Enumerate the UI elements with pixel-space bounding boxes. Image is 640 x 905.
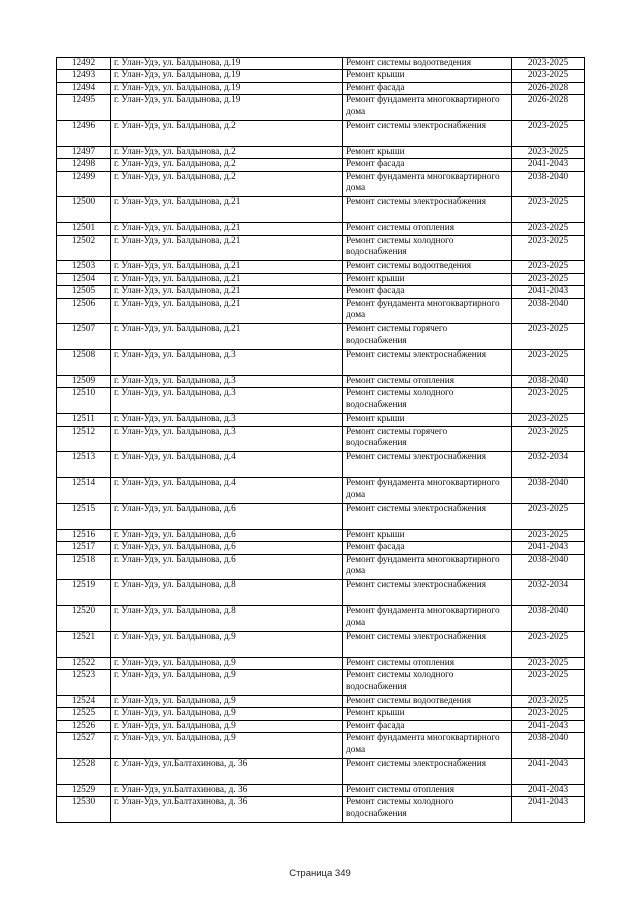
table-row <box>57 388 585 414</box>
period-cell: 2023-2025 <box>512 708 585 720</box>
address-cell: г. Улан-Удэ, ул. Балдынова, д.6 <box>111 542 343 554</box>
table-row <box>57 632 585 658</box>
period-cell: 2041-2043 <box>512 797 585 823</box>
period-cell: 2041-2043 <box>512 784 585 796</box>
table-row <box>57 797 585 823</box>
address-cell: г. Улан-Удэ, ул. Балдынова, д.19 <box>111 70 343 82</box>
address-cell: г. Улан-Удэ, ул. Балдынова, д.6 <box>111 504 343 530</box>
work-type-cell: Ремонт крыши <box>343 708 512 720</box>
address-cell: г. Улан-Удэ, ул. Балдынова, д.9 <box>111 708 343 720</box>
address-cell: г. Улан-Удэ, ул. Балдынова, д.9 <box>111 720 343 732</box>
table-row <box>57 426 585 452</box>
row-number-cell: 12522 <box>57 657 111 669</box>
work-type-cell: Ремонт системы водоотведения <box>343 696 512 708</box>
page-number: Страница 349 <box>289 868 351 879</box>
period-cell: 2023-2025 <box>512 504 585 530</box>
work-type-cell: Ремонт крыши <box>343 146 512 158</box>
address-cell: г. Улан-Удэ, ул. Балдынова, д.9 <box>111 670 343 696</box>
table-row <box>57 82 585 94</box>
address-cell: г. Улан-Удэ, ул. Балдынова, д.9 <box>111 657 343 669</box>
work-type-cell: Ремонт фасада <box>343 542 512 554</box>
row-number-cell: 12497 <box>57 146 111 158</box>
period-cell: 2023-2025 <box>512 696 585 708</box>
table-row <box>57 159 585 171</box>
period-cell: 2023-2025 <box>512 58 585 70</box>
table-row <box>57 95 585 121</box>
table-row <box>57 261 585 273</box>
period-cell: 2038-2040 <box>512 554 585 580</box>
row-number-cell: 12492 <box>57 58 111 70</box>
period-cell: 2023-2025 <box>512 670 585 696</box>
work-type-cell: Ремонт системы электроснабжения <box>343 197 512 223</box>
address-cell: г. Улан-Удэ, ул. Балдынова, д.21 <box>111 235 343 261</box>
period-cell: 2041-2043 <box>512 759 585 785</box>
address-cell: г. Улан-Удэ, ул. Балдынова, д.19 <box>111 95 343 121</box>
work-type-cell: Ремонт фасада <box>343 159 512 171</box>
table-row <box>57 720 585 732</box>
repair-schedule-table <box>56 57 585 823</box>
table-row <box>57 286 585 298</box>
period-cell: 2038-2040 <box>512 478 585 504</box>
address-cell: г. Улан-Удэ, ул. Балдынова, д.19 <box>111 58 343 70</box>
address-cell: г. Улан-Удэ, ул. Балдынова, д.9 <box>111 733 343 759</box>
table-row <box>57 696 585 708</box>
work-type-cell: Ремонт системы отопления <box>343 223 512 235</box>
address-cell: г. Улан-Удэ, ул.Балтахинова, д. 36 <box>111 759 343 785</box>
row-number-cell: 12521 <box>57 632 111 658</box>
address-cell: г. Улан-Удэ, ул. Балдынова, д.9 <box>111 696 343 708</box>
row-number-cell: 12514 <box>57 478 111 504</box>
table-row <box>57 606 585 632</box>
work-type-cell: Ремонт фундамента многоквартирного дома <box>343 554 512 580</box>
table-row <box>57 670 585 696</box>
work-type-cell: Ремонт фундамента многоквартирного дома <box>343 733 512 759</box>
row-number-cell: 12499 <box>57 171 111 197</box>
address-cell: г. Улан-Удэ, ул. Балдынова, д.9 <box>111 632 343 658</box>
work-type-cell: Ремонт фундамента многоквартирного дома <box>343 478 512 504</box>
address-cell: г. Улан-Удэ, ул.Балтахинова, д. 36 <box>111 784 343 796</box>
period-cell: 2038-2040 <box>512 606 585 632</box>
row-number-cell: 12511 <box>57 414 111 426</box>
table-row <box>57 223 585 235</box>
work-type-cell: Ремонт системы отопления <box>343 376 512 388</box>
period-cell: 2038-2040 <box>512 376 585 388</box>
period-cell: 2023-2025 <box>512 223 585 235</box>
work-type-cell: Ремонт системы холодного водоснабжения <box>343 388 512 414</box>
period-cell: 2023-2025 <box>512 388 585 414</box>
table-row <box>57 376 585 388</box>
row-number-cell: 12512 <box>57 426 111 452</box>
address-cell: г. Улан-Удэ, ул. Балдынова, д.21 <box>111 324 343 350</box>
address-cell: г. Улан-Удэ, ул. Балдынова, д.3 <box>111 376 343 388</box>
row-number-cell: 12504 <box>57 273 111 285</box>
address-cell: г. Улан-Удэ, ул. Балдынова, д.6 <box>111 554 343 580</box>
period-cell: 2032-2034 <box>512 580 585 606</box>
period-cell: 2023-2025 <box>512 146 585 158</box>
table-row <box>57 708 585 720</box>
table-row <box>57 121 585 147</box>
work-type-cell: Ремонт системы водоотведения <box>343 58 512 70</box>
table-row <box>57 58 585 70</box>
row-number-cell: 12501 <box>57 223 111 235</box>
work-type-cell: Ремонт фасада <box>343 720 512 732</box>
work-type-cell: Ремонт фундамента многоквартирного дома <box>343 95 512 121</box>
period-cell: 2023-2025 <box>512 324 585 350</box>
address-cell: г. Улан-Удэ, ул. Балдынова, д.2 <box>111 159 343 171</box>
row-number-cell: 12527 <box>57 733 111 759</box>
table-row <box>57 784 585 796</box>
work-type-cell: Ремонт крыши <box>343 414 512 426</box>
period-cell: 2041-2043 <box>512 159 585 171</box>
address-cell: г. Улан-Удэ, ул. Балдынова, д.21 <box>111 223 343 235</box>
row-number-cell: 12496 <box>57 121 111 147</box>
work-type-cell: Ремонт системы электроснабжения <box>343 504 512 530</box>
period-cell: 2023-2025 <box>512 529 585 541</box>
work-type-cell: Ремонт системы отопления <box>343 784 512 796</box>
row-number-cell: 12520 <box>57 606 111 632</box>
period-cell: 2041-2043 <box>512 720 585 732</box>
row-number-cell: 12528 <box>57 759 111 785</box>
period-cell: 2023-2025 <box>512 350 585 376</box>
work-type-cell: Ремонт системы электроснабжения <box>343 350 512 376</box>
work-type-cell: Ремонт фасада <box>343 82 512 94</box>
row-number-cell: 12513 <box>57 452 111 478</box>
period-cell: 2041-2043 <box>512 542 585 554</box>
table-row <box>57 146 585 158</box>
address-cell: г. Улан-Удэ, ул. Балдынова, д.21 <box>111 298 343 324</box>
address-cell: г. Улан-Удэ, ул. Балдынова, д.2 <box>111 146 343 158</box>
work-type-cell: Ремонт системы горячего водоснабжения <box>343 426 512 452</box>
row-number-cell: 12502 <box>57 235 111 261</box>
address-cell: г. Улан-Удэ, ул.Балтахинова, д. 36 <box>111 797 343 823</box>
table-row <box>57 171 585 197</box>
work-type-cell: Ремонт крыши <box>343 273 512 285</box>
address-cell: г. Улан-Удэ, ул. Балдынова, д.8 <box>111 580 343 606</box>
address-cell: г. Улан-Удэ, ул. Балдынова, д.3 <box>111 414 343 426</box>
table-row <box>57 657 585 669</box>
row-number-cell: 12500 <box>57 197 111 223</box>
row-number-cell: 12524 <box>57 696 111 708</box>
address-cell: г. Улан-Удэ, ул. Балдынова, д.6 <box>111 529 343 541</box>
row-number-cell: 12495 <box>57 95 111 121</box>
address-cell: г. Улан-Удэ, ул. Балдынова, д.21 <box>111 286 343 298</box>
work-type-cell: Ремонт системы электроснабжения <box>343 121 512 147</box>
table-row <box>57 350 585 376</box>
table-row <box>57 70 585 82</box>
work-type-cell: Ремонт крыши <box>343 70 512 82</box>
row-number-cell: 12506 <box>57 298 111 324</box>
row-number-cell: 12529 <box>57 784 111 796</box>
table-row <box>57 235 585 261</box>
address-cell: г. Улан-Удэ, ул. Балдынова, д.2 <box>111 171 343 197</box>
row-number-cell: 12505 <box>57 286 111 298</box>
table-row <box>57 529 585 541</box>
table-row <box>57 298 585 324</box>
period-cell: 2032-2034 <box>512 452 585 478</box>
table-body <box>57 58 585 823</box>
work-type-cell: Ремонт системы холодного водоснабжения <box>343 235 512 261</box>
period-cell: 2023-2025 <box>512 426 585 452</box>
period-cell: 2038-2040 <box>512 298 585 324</box>
work-type-cell: Ремонт системы горячего водоснабжения <box>343 324 512 350</box>
table-row <box>57 554 585 580</box>
period-cell: 2023-2025 <box>512 235 585 261</box>
table-row <box>57 273 585 285</box>
period-cell: 2023-2025 <box>512 70 585 82</box>
row-number-cell: 12518 <box>57 554 111 580</box>
address-cell: г. Улан-Удэ, ул. Балдынова, д.4 <box>111 452 343 478</box>
row-number-cell: 12515 <box>57 504 111 530</box>
work-type-cell: Ремонт системы электроснабжения <box>343 580 512 606</box>
period-cell: 2023-2025 <box>512 197 585 223</box>
address-cell: г. Улан-Удэ, ул. Балдынова, д.3 <box>111 388 343 414</box>
row-number-cell: 12508 <box>57 350 111 376</box>
work-type-cell: Ремонт фундамента многоквартирного дома <box>343 171 512 197</box>
row-number-cell: 12493 <box>57 70 111 82</box>
row-number-cell: 12525 <box>57 708 111 720</box>
table-row <box>57 324 585 350</box>
table-row <box>57 197 585 223</box>
period-cell: 2023-2025 <box>512 414 585 426</box>
period-cell: 2026-2028 <box>512 95 585 121</box>
table-row <box>57 759 585 785</box>
address-cell: г. Улан-Удэ, ул. Балдынова, д.21 <box>111 261 343 273</box>
row-number-cell: 12530 <box>57 797 111 823</box>
period-cell: 2023-2025 <box>512 273 585 285</box>
row-number-cell: 12516 <box>57 529 111 541</box>
address-cell: г. Улан-Удэ, ул. Балдынова, д.8 <box>111 606 343 632</box>
period-cell: 2026-2028 <box>512 82 585 94</box>
row-number-cell: 12510 <box>57 388 111 414</box>
work-type-cell: Ремонт системы отопления <box>343 657 512 669</box>
period-cell: 2023-2025 <box>512 657 585 669</box>
address-cell: г. Улан-Удэ, ул. Балдынова, д.2 <box>111 121 343 147</box>
period-cell: 2038-2040 <box>512 171 585 197</box>
row-number-cell: 12523 <box>57 670 111 696</box>
address-cell: г. Улан-Удэ, ул. Балдынова, д.19 <box>111 82 343 94</box>
work-type-cell: Ремонт фасада <box>343 286 512 298</box>
period-cell: 2038-2040 <box>512 733 585 759</box>
table-row <box>57 478 585 504</box>
work-type-cell: Ремонт фундамента многоквартирного дома <box>343 606 512 632</box>
period-cell: 2023-2025 <box>512 261 585 273</box>
row-number-cell: 12507 <box>57 324 111 350</box>
table-row <box>57 504 585 530</box>
address-cell: г. Улан-Удэ, ул. Балдынова, д.4 <box>111 478 343 504</box>
period-cell: 2041-2043 <box>512 286 585 298</box>
table-row <box>57 733 585 759</box>
row-number-cell: 12519 <box>57 580 111 606</box>
work-type-cell: Ремонт системы электроснабжения <box>343 759 512 785</box>
row-number-cell: 12503 <box>57 261 111 273</box>
work-type-cell: Ремонт системы холодного водоснабжения <box>343 670 512 696</box>
work-type-cell: Ремонт системы электроснабжения <box>343 452 512 478</box>
period-cell: 2023-2025 <box>512 121 585 147</box>
work-type-cell: Ремонт крыши <box>343 529 512 541</box>
address-cell: г. Улан-Удэ, ул. Балдынова, д.21 <box>111 197 343 223</box>
row-number-cell: 12498 <box>57 159 111 171</box>
address-cell: г. Улан-Удэ, ул. Балдынова, д.21 <box>111 273 343 285</box>
table-row <box>57 542 585 554</box>
address-cell: г. Улан-Удэ, ул. Балдынова, д.3 <box>111 426 343 452</box>
table-row <box>57 452 585 478</box>
work-type-cell: Ремонт системы электроснабжения <box>343 632 512 658</box>
work-type-cell: Ремонт системы водоотведения <box>343 261 512 273</box>
table-row <box>57 580 585 606</box>
address-cell: г. Улан-Удэ, ул. Балдынова, д.3 <box>111 350 343 376</box>
row-number-cell: 12509 <box>57 376 111 388</box>
row-number-cell: 12494 <box>57 82 111 94</box>
work-type-cell: Ремонт системы холодного водоснабжения <box>343 797 512 823</box>
period-cell: 2023-2025 <box>512 632 585 658</box>
row-number-cell: 12517 <box>57 542 111 554</box>
work-type-cell: Ремонт фундамента многоквартирного дома <box>343 298 512 324</box>
row-number-cell: 12526 <box>57 720 111 732</box>
table-row <box>57 414 585 426</box>
